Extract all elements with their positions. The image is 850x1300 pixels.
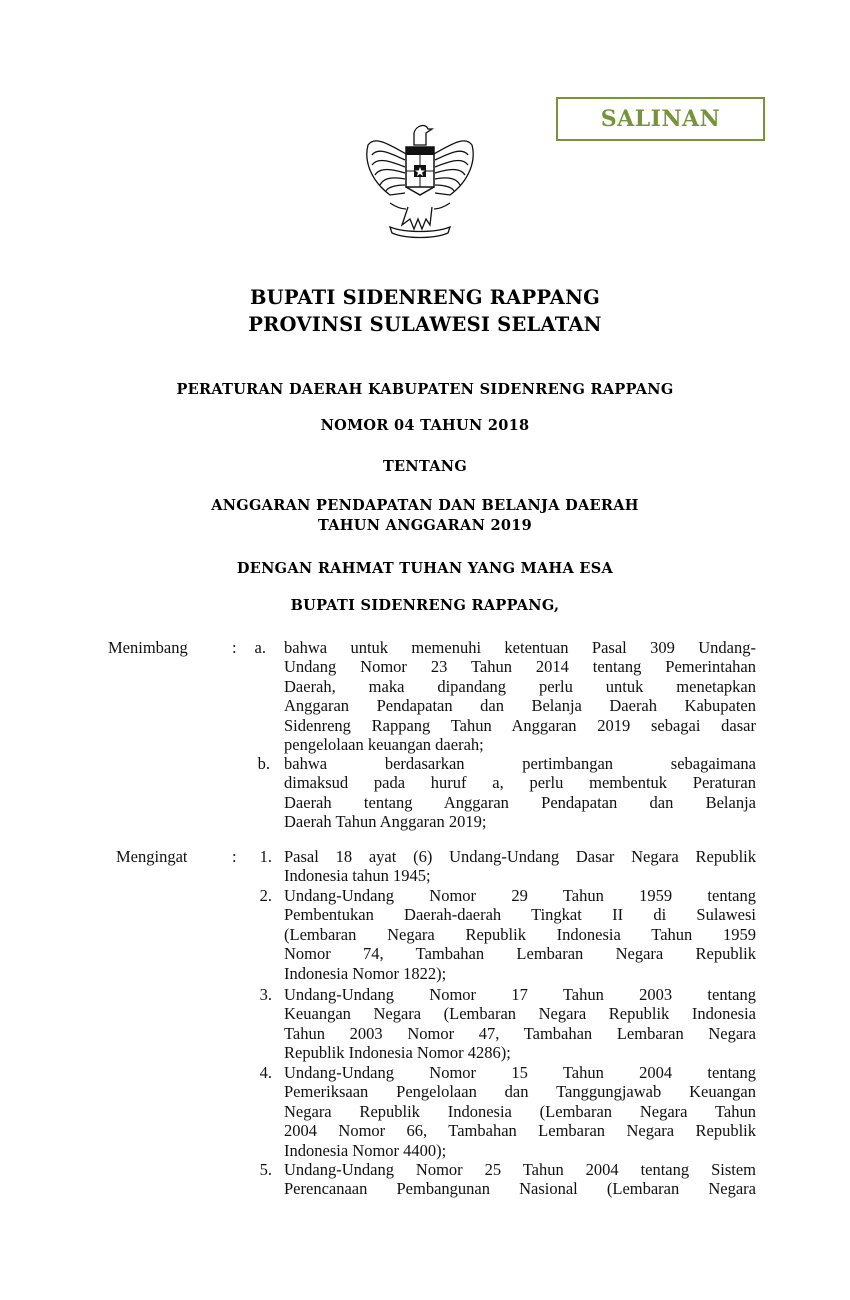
text-line: Negara Republik Indonesia (Lembaran Negara Tahun (284, 1101, 756, 1121)
header-line-2: PROVINSI SULAWESI SELATAN (248, 313, 602, 336)
mengingat-marker-3: 3. (259, 985, 272, 1004)
header-line-1: BUPATI SIDENRENG RAPPANG (249, 286, 600, 309)
text-line: Sidenreng Rappang Tahun Anggaran 2019 sebagai dasar (284, 715, 756, 735)
mengingat-item-5 (284, 1160, 756, 1199)
menimbang-label: Menimbang (108, 638, 188, 657)
text-line: bahwa untuk memenuhi ketentuan Pasal 309 Undang- (284, 638, 756, 657)
text-line: Tahun 2003 Nomor 47, Tambahan Lembaran Negara (284, 1023, 756, 1043)
text-line: Undang-Undang Nomor 15 Tahun 2004 tentang (284, 1063, 756, 1082)
mengingat-marker-2: 2. (259, 886, 272, 905)
text-line: Pasal 18 ayat (6) Undang-Undang Dasar Negara Republik (284, 847, 756, 866)
text-line: Pemeriksaan Pengelolaan dan Tanggungjawab Keuangan (284, 1082, 756, 1102)
text-line: Keuangan Negara (Lembaran Negara Republik Indonesia (284, 1004, 756, 1024)
mengingat-marker-4: 4. (259, 1063, 272, 1082)
menimbang-item-b (284, 754, 756, 832)
regulation-subject-line-1: ANGGARAN PENDAPATAN DAN BELANJA DAERAH (211, 497, 639, 514)
text-line: Anggaran Pendapatan dan Belanja Daerah Kabupaten (284, 696, 756, 716)
text-line: Undang Nomor 23 Tahun 2014 tentang Pemerintahan (284, 657, 756, 677)
text-line: Republik Indonesia Nomor 4286); (284, 1043, 511, 1063)
garuda-emblem-icon (360, 115, 480, 245)
text-line: Indonesia Nomor 4400); (284, 1140, 447, 1160)
text-line: Indonesia tahun 1945; (284, 866, 431, 886)
mengingat-item-2 (284, 886, 756, 983)
text-line: Undang-Undang Nomor 29 Tahun 1959 tentang (284, 886, 756, 905)
menimbang-marker-b: b. (257, 754, 270, 773)
text-line: Indonesia Nomor 1822); (284, 963, 447, 983)
mengingat-item-3 (284, 985, 756, 1063)
regulation-title: PERATURAN DAERAH KABUPATEN SIDENRENG RAPPANG (176, 381, 674, 398)
mengingat-marker-1: 1. (259, 847, 272, 866)
text-line: Daerah, maka dipandang perlu untuk menetapkan (284, 676, 756, 696)
regulation-enactor: BUPATI SIDENRENG RAPPANG, (290, 597, 560, 614)
menimbang-item-a (284, 638, 756, 754)
salinan-stamp-label: SALINAN (600, 106, 721, 132)
text-line: Pembentukan Daerah-daerah Tingkat II di Sulawesi (284, 905, 756, 925)
menimbang-colon: : (232, 638, 237, 657)
text-line: Daerah Tahun Anggaran 2019; (284, 812, 487, 832)
text-line: bahwa berdasarkan pertimbangan sebagaimana (284, 754, 756, 773)
mengingat-marker-5: 5. (259, 1160, 272, 1179)
text-line: (Lembaran Negara Republik Indonesia Tahun 1959 (284, 924, 756, 944)
mengingat-label: Mengingat (116, 847, 188, 866)
text-line: Undang-Undang Nomor 25 Tahun 2004 tentang Sistem (284, 1160, 756, 1179)
text-line: dimaksud pada huruf a, perlu membentuk Peraturan (284, 773, 756, 793)
text-line: Daerah tentang Anggaran Pendapatan dan Belanja (284, 792, 756, 812)
text-line: pengelolaan keuangan daerah; (284, 734, 484, 754)
mengingat-colon: : (232, 847, 237, 866)
text-line: Undang-Undang Nomor 17 Tahun 2003 tentang (284, 985, 756, 1004)
regulation-invocation: DENGAN RAHMAT TUHAN YANG MAHA ESA (236, 560, 614, 577)
menimbang-marker-a: a. (254, 638, 266, 657)
text-line: Perencanaan Pembangunan Nasional (Lembaran Negara (284, 1179, 756, 1199)
regulation-number: NOMOR 04 TAHUN 2018 (320, 417, 530, 434)
regulation-subject-line-2: TAHUN ANGGARAN 2019 (317, 517, 533, 534)
mengingat-item-1 (284, 847, 756, 886)
mengingat-item-4 (284, 1063, 756, 1160)
regulation-about: TENTANG (382, 458, 468, 475)
text-line: 2004 Nomor 66, Tambahan Lembaran Negara Republik (284, 1121, 756, 1141)
salinan-stamp (556, 97, 765, 141)
text-line: Nomor 74, Tambahan Lembaran Negara Republik (284, 944, 756, 964)
